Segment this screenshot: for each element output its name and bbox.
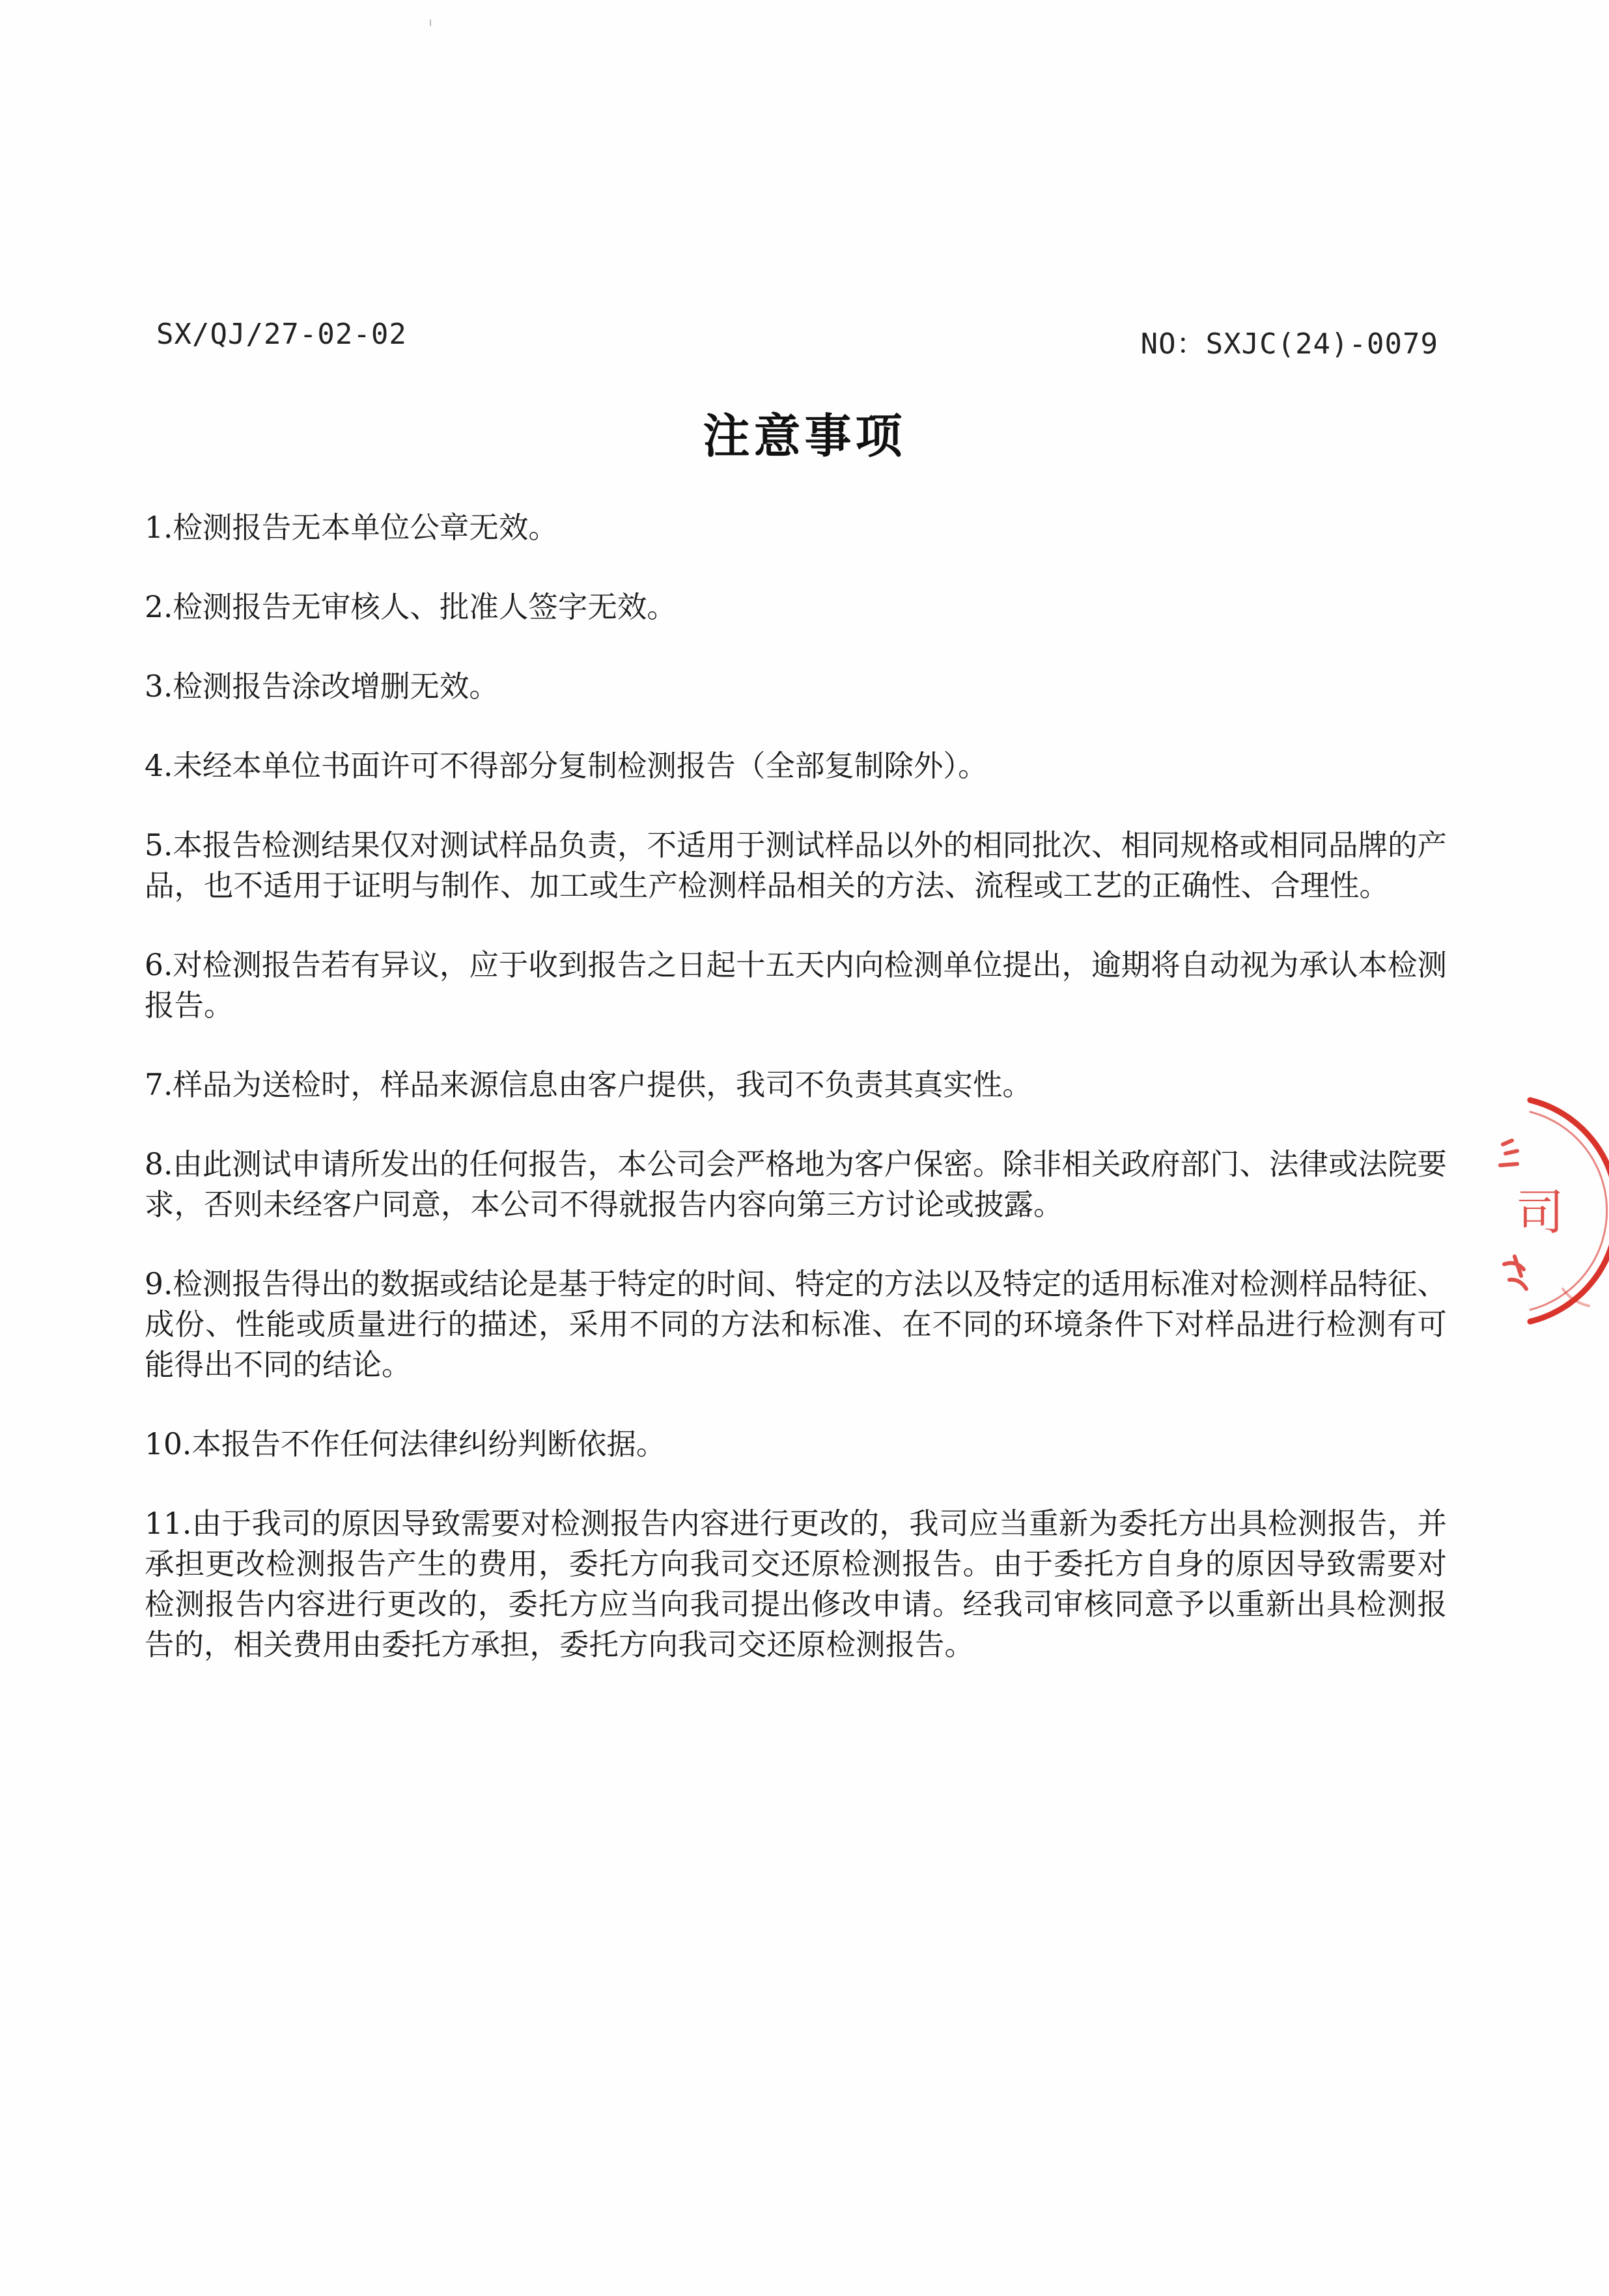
document-code: SX/QJ/27-02-02 <box>156 318 407 351</box>
note-item: 11.由于我司的原因导致需要对检测报告内容进行更改的，我司应当重新为委托方出具检测报告，并承担更改检测报告产生的费用，委托方向我司交还原检测报告。由于委托方自身的原因导致需要对检测报告内容进行更改的，委托方应当向我司提出修改申请。经我司审核同意予以重新出具检测报告的，相关费用由委托方承担，委托方向我司交还原检测报告。 <box>145 1506 1447 1662</box>
scan-speck <box>430 20 431 26</box>
note-item: 9.检测报告得出的数据或结论是基于特定的时间、特定的方法以及特定的适用标准对检测样品特征、成份、性能或质量进行的描述，采用不同的方法和标准、在不同的环境条件下对样品进行检测有可能得出不同的结论。 <box>145 1267 1447 1382</box>
note-item: 10.本报告不作任何法律纠纷判断依据。 <box>145 1427 666 1461</box>
company-seal-stamp <box>1433 1094 1609 1328</box>
note-item: 5.本报告检测结果仅对测试样品负责，不适用于测试样品以外的相同批次、相同规格或相同品牌的产品，也不适用于证明与制作、加工或生产检测样品相关的方法、流程或工艺的正确性、合理性。 <box>145 828 1447 903</box>
notes-list <box>145 508 1447 1704</box>
note-item: 2.检测报告无审核人、批准人签字无效。 <box>145 590 677 624</box>
seal-arc-char-top <box>1500 1141 1517 1165</box>
note-item: 7.样品为送检时，样品来源信息由客户提供，我司不负责其真实性。 <box>145 1068 1032 1102</box>
note-item: 4.未经本单位书面许可不得部分复制检测报告（全部复制除外）。 <box>145 749 988 783</box>
report-number: NO：SXJC(24)-0079 <box>1140 327 1438 361</box>
seal-char: 司 <box>1516 1185 1564 1241</box>
seal-arc-char-bottom <box>1504 1256 1526 1289</box>
page-title: 注意事项 <box>703 409 906 463</box>
note-item: 3.检测报告涂改增删无效。 <box>145 669 499 704</box>
note-item: 6.对检测报告若有异议，应于收到报告之日起十五天内向检测单位提出，逾期将自动视为承认本检测报告。 <box>145 948 1447 1023</box>
note-item: 8.由此测试申请所发出的任何报告，本公司会严格地为客户保密。除非相关政府部门、法律或法院要求，否则未经客户同意，本公司不得就报告内容向第三方讨论或披露。 <box>145 1147 1447 1222</box>
note-item: 1.检测报告无本单位公章无效。 <box>145 510 558 545</box>
